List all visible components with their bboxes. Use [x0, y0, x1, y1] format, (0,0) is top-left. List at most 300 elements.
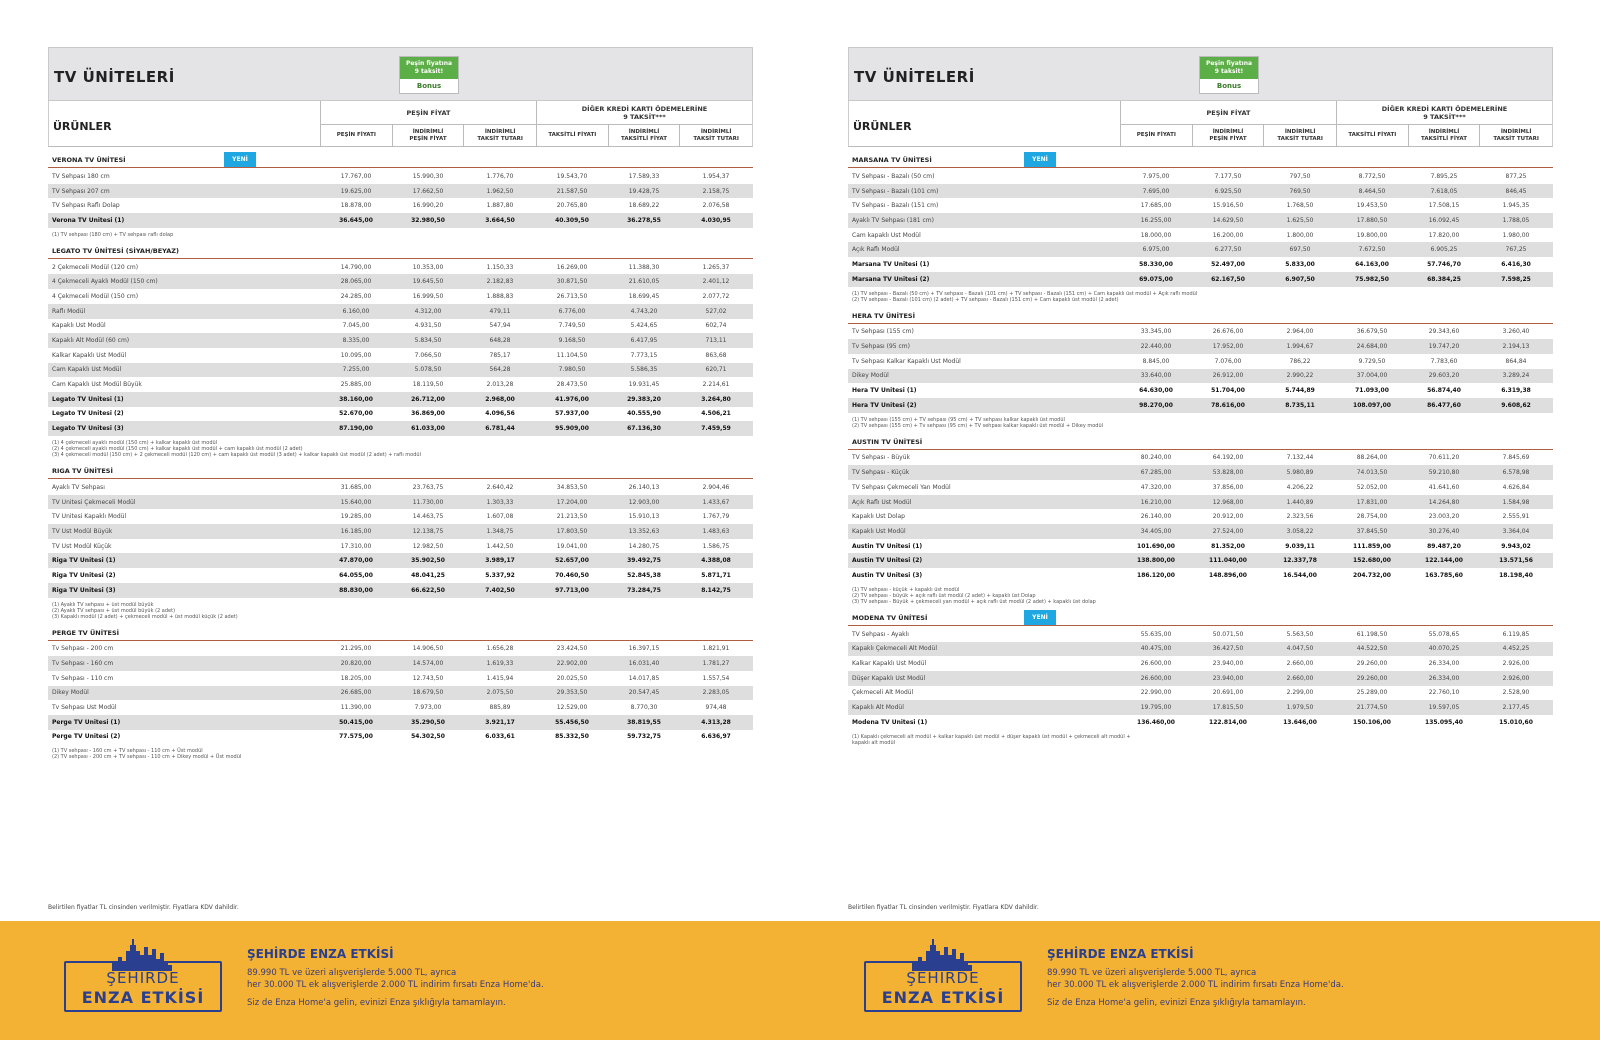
price-cell: 1.954,37 — [702, 172, 730, 180]
price-cell: 16.031,40 — [628, 660, 660, 668]
price-cell: 785,17 — [489, 351, 511, 359]
price-cell: 6.417,95 — [630, 337, 658, 345]
product-name: Austin TV Ünitesi (1) — [852, 542, 923, 550]
price-cell: 28.754,00 — [1356, 513, 1388, 521]
price-cell: 8.735,11 — [1285, 401, 1315, 409]
price-cell: 26.676,00 — [1212, 328, 1244, 336]
price-cell: 15.640,00 — [340, 498, 372, 506]
price-cell: 7.066,50 — [414, 351, 442, 359]
section-note: (1) TV sehpası - 160 cm + TV sehpası - 110 cm + Üst modül (2) TV sehpası - 200 cm + TV sehpası - 110 cm + Dikey modül + Üst modül — [52, 748, 242, 761]
city-skyline-icon — [112, 937, 172, 971]
section-title: HERA TV ÜNİTESİ — [852, 311, 916, 320]
price-cell: 7.975,00 — [1142, 172, 1170, 180]
price-cell: 7.076,00 — [1214, 357, 1242, 365]
section-note: (1) TV sehpası (180 cm) + TV sehpası raflı dolap — [52, 231, 174, 238]
price-cell: 16.200,00 — [1212, 231, 1244, 239]
price-cell: 26.912,00 — [1212, 372, 1244, 380]
price-cell: 14.906,50 — [412, 645, 444, 653]
price-cell: 64.163,00 — [1355, 260, 1389, 268]
price-cell: 29.260,00 — [1356, 674, 1388, 682]
table-row — [848, 480, 1553, 495]
credit-group-header — [1337, 101, 1552, 125]
table-row — [48, 304, 753, 319]
price-cell: 39.492,75 — [627, 557, 661, 565]
price-cell: 15.916,50 — [1212, 202, 1244, 210]
price-cell: 1.887,80 — [486, 202, 514, 210]
price-cell: 64.192,00 — [1212, 454, 1244, 462]
price-cell: 2.964,00 — [1286, 328, 1314, 336]
price-cell: 122.814,00 — [1209, 718, 1247, 726]
price-cell: 1.980,00 — [1502, 231, 1530, 239]
table-row — [848, 272, 1553, 287]
price-cell: 69.075,00 — [1139, 275, 1173, 283]
price-cell: 19.625,00 — [340, 187, 372, 195]
price-table — [48, 642, 753, 745]
price-cell: 18.689,22 — [628, 202, 660, 210]
product-name: TV Sehpası - Ayaklı — [852, 630, 909, 638]
table-row — [48, 568, 753, 583]
price-cell: 62.167,50 — [1211, 275, 1245, 283]
section-note: (1) TV sehpası - Bazalı (50 cm) + TV sehpası - Bazalı (101 cm) + TV sehpası - Bazalı (151 cm) + Cam kapaklı üst modül + Açık raflı modül (2) TV sehpası - Bazalı (101 cm) (2 adet) + TV sehpası - Bazalı (151 cm) + Cam kapaklı üst modül (2 adet) — [852, 290, 1198, 303]
right-page — [800, 0, 1600, 1040]
price-cell: 1.800,00 — [1286, 231, 1314, 239]
footnote: Belirtilen fiyatlar TL cinsinden verilmiştir. Fiyatlara KDV dahildir. — [848, 904, 1039, 911]
price-cell: 1.586,75 — [702, 542, 730, 550]
price-cell: 5.586,35 — [630, 366, 658, 374]
table-row — [48, 421, 753, 436]
bonus-brand: Bonus — [416, 82, 442, 90]
table-row — [848, 642, 1553, 657]
product-name: Tv Sehpası (95 cm) — [852, 343, 910, 351]
table-row — [48, 213, 753, 228]
table-row — [48, 730, 753, 745]
price-cell: 16.397,15 — [628, 645, 660, 653]
product-name: Marsana TV Ünitesi (1) — [852, 260, 930, 268]
price-cell: 150.106,00 — [1353, 718, 1391, 726]
banner-line1: 89.990 TL ve üzeri alışverişlerde 5.000 TL, ayrıca — [247, 968, 457, 978]
price-cell: 81.352,00 — [1211, 542, 1245, 550]
price-cell: 1.557,54 — [702, 674, 730, 682]
section-header — [848, 308, 1553, 324]
price-cell: 17.685,00 — [1140, 202, 1172, 210]
price-cell: 4.931,50 — [414, 322, 442, 330]
banner-line1: 89.990 TL ve üzeri alışverişlerde 5.000 TL, ayrıca — [1047, 968, 1257, 978]
price-cell: 55.456,50 — [555, 718, 589, 726]
section-note: (1) Kapaklı çekmeceli alt modül + kalkar kapaklı üst modül + düşer kapaklı üst modül + çekmeceli alt modül + kapaklı alt modül — [852, 733, 1131, 746]
product-name: Legato TV Ünitesi (2) — [52, 410, 124, 418]
price-cell: 3.289,24 — [1502, 372, 1530, 380]
product-name: Kapaklı Alt Modül (60 cm) — [52, 337, 130, 345]
price-cell: 12.903,00 — [628, 498, 660, 506]
table-row — [48, 260, 753, 275]
price-cell: 15.910,13 — [628, 513, 660, 521]
price-cell: 2.077,72 — [702, 292, 730, 300]
product-name: Çekmeceli Alt Modül — [852, 689, 914, 697]
price-cell: 1.767,79 — [702, 513, 730, 521]
price-cell: 3.664,50 — [485, 216, 515, 224]
table-row — [848, 169, 1553, 184]
product-name: Raflı Modül — [52, 307, 86, 315]
price-cell: 1.584,98 — [1502, 498, 1530, 506]
table-row — [48, 333, 753, 348]
price-cell: 863,68 — [705, 351, 727, 359]
price-cell: 7.895,25 — [1430, 172, 1458, 180]
table-row — [848, 451, 1553, 466]
price-cell: 111.859,00 — [1353, 542, 1391, 550]
product-name: Kapaklı Üst Dolap — [852, 513, 905, 521]
enza-logo — [64, 961, 222, 1012]
price-cell: 33.640,00 — [1140, 372, 1172, 380]
price-cell: 6.781,44 — [485, 425, 515, 433]
price-cell: 620,71 — [705, 366, 727, 374]
table-row — [848, 369, 1553, 384]
col-disc-cash-1: İNDİRİMLİ — [1212, 129, 1244, 135]
price-cell: 22.440,00 — [1140, 343, 1172, 351]
table-row — [848, 465, 1553, 480]
price-cell: 14.264,80 — [1428, 498, 1460, 506]
price-cell: 602,74 — [705, 322, 727, 330]
price-cell: 41.976,00 — [555, 395, 589, 403]
price-cell: 8.464,50 — [1358, 187, 1386, 195]
price-cell: 4.743,20 — [630, 307, 658, 315]
product-name: Legato TV Ünitesi (1) — [52, 395, 124, 403]
price-cell: 19.645,50 — [412, 278, 444, 286]
product-name: 4 Çekmeceli Modül (150 cm) — [52, 292, 139, 300]
price-cell: 18.119,50 — [412, 381, 444, 389]
price-cell: 18.878,00 — [340, 202, 372, 210]
product-name: TV Sehpası 180 cm — [52, 172, 110, 180]
price-cell: 17.815,50 — [1212, 704, 1244, 712]
product-name: Açık Raflı Üst Modül — [852, 498, 912, 506]
price-cell: 4.047,50 — [1286, 645, 1314, 653]
price-table — [848, 451, 1553, 583]
table-row — [848, 539, 1553, 554]
product-name: TV Sehpası Çekmeceli Yan Modül — [852, 483, 951, 491]
price-cell: 80.240,00 — [1140, 454, 1172, 462]
price-cell: 61.198,50 — [1356, 630, 1388, 638]
price-cell: 5.744,89 — [1285, 387, 1315, 395]
product-name: Ayaklı TV Sehpası (181 cm) — [852, 216, 934, 224]
price-cell: 1.607,08 — [486, 513, 514, 521]
price-cell: 54.302,50 — [411, 733, 445, 741]
logo-line2: ENZA ETKİSİ — [81, 988, 205, 1007]
table-row — [48, 671, 753, 686]
price-cell: 767,25 — [1505, 246, 1527, 254]
price-cell: 8.845,00 — [1142, 357, 1170, 365]
price-cell: 73.284,75 — [627, 586, 661, 594]
price-cell: 6.905,25 — [1430, 246, 1458, 254]
price-cell: 15.990,30 — [412, 172, 444, 180]
product-name: Kapaklı Üst Modül — [852, 527, 906, 535]
price-cell: 28.473,50 — [556, 381, 588, 389]
col-disc-inst-2: TAKSİT TUTARI — [1277, 136, 1323, 142]
table-row — [848, 495, 1553, 510]
price-cell: 24.285,00 — [340, 292, 372, 300]
price-cell: 18.679,50 — [412, 689, 444, 697]
product-name: TV Sehpası 207 cm — [52, 187, 110, 195]
price-cell: 58.330,00 — [1139, 260, 1173, 268]
price-cell: 2.182,83 — [486, 278, 514, 286]
price-cell: 17.508,15 — [1428, 202, 1460, 210]
price-cell: 67.285,00 — [1140, 469, 1172, 477]
price-cell: 36.427,50 — [1212, 645, 1244, 653]
product-name: Austin TV Ünitesi (2) — [852, 557, 923, 565]
product-name: Riga TV Ünitesi (1) — [52, 557, 116, 565]
product-name: Düşer Kapaklı Üst Modül — [852, 674, 926, 682]
price-cell: 2.194,13 — [1502, 343, 1530, 351]
section-title: PERGE TV ÜNİTESİ — [52, 628, 120, 637]
product-name: Açık Raflı Modül — [852, 246, 900, 254]
product-section — [48, 625, 753, 761]
price-table — [848, 169, 1553, 287]
table-row — [48, 509, 753, 524]
product-name: TV Üst Modül Küçük — [52, 542, 112, 550]
col-cash-price: PEŞİN FİYATI — [1121, 125, 1193, 146]
section-title: VERONA TV ÜNİTESİ — [52, 156, 126, 164]
col-cash-price: PEŞİN FİYATI — [321, 125, 393, 146]
price-cell: 5.871,71 — [701, 571, 731, 579]
product-name: Kalkar Kapaklı Üst Modül — [52, 351, 127, 359]
price-cell: 2.660,00 — [1286, 674, 1314, 682]
price-cell: 78.616,00 — [1211, 401, 1245, 409]
price-cell: 4.506,21 — [701, 410, 731, 418]
price-cell: 4.313,28 — [701, 718, 731, 726]
price-cell: 26.140,13 — [628, 483, 660, 491]
price-cell: 1.265,37 — [702, 263, 730, 271]
price-cell: 18.000,00 — [1140, 231, 1172, 239]
price-cell: 13.352,63 — [628, 527, 660, 535]
price-cell: 2.323,56 — [1286, 513, 1314, 521]
col-disc-inst-2: TAKSİT TUTARI — [477, 136, 523, 142]
price-cell: 769,50 — [1289, 187, 1311, 195]
price-cell: 35.290,50 — [411, 718, 445, 726]
price-cell: 26.334,00 — [1428, 674, 1460, 682]
price-cell: 2.926,00 — [1502, 674, 1530, 682]
price-cell: 4.030,95 — [701, 216, 731, 224]
price-cell: 22.760,10 — [1428, 689, 1460, 697]
table-row — [48, 553, 753, 568]
table-row — [48, 480, 753, 495]
price-cell: 21.295,00 — [340, 645, 372, 653]
price-cell: 4.452,25 — [1502, 645, 1530, 653]
product-name: Riga TV Ünitesi (3) — [52, 586, 116, 594]
price-cell: 2.299,00 — [1286, 689, 1314, 697]
table-row — [48, 700, 753, 715]
price-cell: 5.078,50 — [414, 366, 442, 374]
price-cell: 3.364,04 — [1502, 527, 1530, 535]
table-row — [48, 686, 753, 701]
banner-line3: Siz de Enza Home'a gelin, evinizi Enza şıklığıyla tamamlayın. — [247, 998, 506, 1008]
price-cell: 2.158,75 — [702, 187, 730, 195]
table-row — [48, 407, 753, 422]
price-cell: 19.543,70 — [556, 172, 588, 180]
price-cell: 7.459,59 — [701, 425, 731, 433]
table-row — [48, 198, 753, 213]
price-cell: 479,11 — [489, 307, 511, 315]
price-cell: 7.845,69 — [1502, 454, 1530, 462]
section-note: (1) Ayaklı TV sehpası + üst modül büyük (2) Ayaklı TV sehpası + üst modül büyük (2 adet) (3) Kapaklı modül (2 adet) + çekmeceli modül + üst modül küçük (2 adet) — [52, 601, 238, 620]
price-cell: 29.353,50 — [556, 689, 588, 697]
price-cell: 3.058,22 — [1286, 527, 1314, 535]
products-header: ÜRÜNLER — [849, 101, 1121, 146]
price-cell: 20.820,00 — [340, 660, 372, 668]
price-cell: 846,45 — [1505, 187, 1527, 195]
price-cell: 86.477,60 — [1427, 401, 1461, 409]
price-cell: 19.041,00 — [556, 542, 588, 550]
price-cell: 1.483,63 — [702, 527, 730, 535]
price-cell: 19.747,20 — [1428, 343, 1460, 351]
product-section — [48, 463, 753, 620]
price-cell: 3.260,40 — [1502, 328, 1530, 336]
price-cell: 70.460,50 — [555, 571, 589, 579]
table-header — [848, 101, 1553, 147]
price-cell: 20.025,50 — [556, 674, 588, 682]
price-cell: 12.743,50 — [412, 674, 444, 682]
price-cell: 6.975,00 — [1142, 246, 1170, 254]
banner-line2: her 30.000 TL ek alışverişlerde 2.000 TL indirim fırsatı Enza Home'da. — [1047, 980, 1344, 990]
price-cell: 9.943,02 — [1501, 542, 1531, 550]
price-cell: 38.160,00 — [339, 395, 373, 403]
price-cell: 135.095,40 — [1425, 718, 1463, 726]
price-cell: 41.641,60 — [1428, 483, 1460, 491]
bonus-line1: Peşin fiyatına — [405, 60, 453, 67]
price-cell: 2.401,12 — [702, 278, 730, 286]
price-cell: 7.980,50 — [558, 366, 586, 374]
price-cell: 3.989,17 — [485, 557, 515, 565]
col-inst-price: TAKSİTLİ FİYATI — [537, 125, 609, 146]
price-table — [48, 169, 753, 228]
price-cell: 21.774,50 — [1356, 704, 1388, 712]
price-cell: 51.704,00 — [1211, 387, 1245, 395]
price-cell: 2.640,42 — [486, 483, 514, 491]
price-cell: 5.833,00 — [1285, 260, 1315, 268]
price-cell: 7.402,50 — [485, 586, 515, 594]
price-cell: 17.767,00 — [340, 172, 372, 180]
promo-banner — [800, 921, 1600, 1040]
price-cell: 20.912,00 — [1212, 513, 1244, 521]
price-cell: 6.160,00 — [342, 307, 370, 315]
price-cell: 2.555,91 — [1502, 513, 1530, 521]
section-header — [48, 463, 753, 479]
col-disc-inst2-2: TAKSİT TUTARI — [693, 136, 739, 142]
price-cell: 64.630,00 — [1139, 387, 1173, 395]
price-cell: 1.656,28 — [486, 645, 514, 653]
price-cell: 1.619,33 — [486, 660, 514, 668]
price-cell: 16.269,00 — [556, 263, 588, 271]
table-row — [48, 319, 753, 334]
price-cell: 26.334,00 — [1428, 660, 1460, 668]
price-cell: 16.185,00 — [340, 527, 372, 535]
table-row — [848, 398, 1553, 413]
price-cell: 6.907,50 — [1285, 275, 1315, 283]
price-cell: 61.033,00 — [411, 425, 445, 433]
price-cell: 1.440,89 — [1286, 498, 1314, 506]
price-cell: 713,11 — [705, 337, 727, 345]
price-cell: 2.075,50 — [486, 689, 514, 697]
price-cell: 16.999,50 — [412, 292, 444, 300]
table-row — [848, 568, 1553, 583]
bonus-line2: 9 taksit! — [1214, 68, 1244, 75]
price-cell: 8.335,00 — [342, 337, 370, 345]
price-cell: 34.405,00 — [1140, 527, 1172, 535]
table-row — [848, 686, 1553, 701]
price-cell: 30.871,50 — [556, 278, 588, 286]
col-disc-cash-2: PEŞİN FİYAT — [1209, 136, 1247, 142]
price-cell: 55.078,65 — [1428, 630, 1460, 638]
table-row — [48, 289, 753, 304]
table-row — [848, 213, 1553, 228]
price-cell: 14.574,00 — [412, 660, 444, 668]
price-cell: 19.597,05 — [1428, 704, 1460, 712]
product-name: Riga TV Ünitesi (2) — [52, 571, 116, 579]
product-name: Kapaklı Alt Modül — [852, 704, 904, 712]
price-table — [848, 325, 1553, 413]
promo-banner — [0, 921, 800, 1040]
price-cell: 12.968,00 — [1212, 498, 1244, 506]
product-section — [48, 243, 753, 458]
price-cell: 52.670,00 — [339, 410, 373, 418]
price-cell: 7.672,50 — [1358, 246, 1386, 254]
price-cell: 7.255,00 — [342, 366, 370, 374]
price-cell: 697,50 — [1289, 246, 1311, 254]
price-cell: 6.319,38 — [1501, 387, 1531, 395]
price-cell: 101.690,00 — [1137, 542, 1175, 550]
credit-group-line2: 9 TAKSİT*** — [623, 113, 666, 121]
price-cell: 974,48 — [705, 704, 727, 712]
price-cell: 19.931,45 — [628, 381, 660, 389]
price-cell: 6.925,50 — [1214, 187, 1242, 195]
table-row — [848, 198, 1553, 213]
price-cell: 136.460,00 — [1137, 718, 1175, 726]
price-cell: 14.280,75 — [628, 542, 660, 550]
section-title: RIGA TV ÜNİTESİ — [52, 467, 113, 475]
price-cell: 33.345,00 — [1140, 328, 1172, 336]
price-cell: 14.463,75 — [412, 513, 444, 521]
product-name: TV Sehpası - Büyük — [852, 454, 910, 462]
price-cell: 68.384,25 — [1427, 275, 1461, 283]
price-cell: 5.563,50 — [1286, 630, 1314, 638]
col-disc-inst2-2: TAKSİT TUTARI — [1493, 136, 1539, 142]
product-name: Kalkar Kapaklı Üst Modül — [852, 660, 927, 668]
price-cell: 77.575,00 — [339, 733, 373, 741]
price-cell: 67.136,30 — [627, 425, 661, 433]
price-cell: 19.795,00 — [1140, 704, 1172, 712]
price-cell: 1.821,91 — [702, 645, 730, 653]
price-cell: 1.433,67 — [702, 498, 730, 506]
price-cell: 17.204,00 — [556, 498, 588, 506]
price-cell: 6.578,98 — [1502, 469, 1530, 477]
price-cell: 14.017,85 — [628, 674, 660, 682]
page-title: TV ÜNİTELERİ — [854, 68, 975, 86]
price-cell: 28.065,00 — [340, 278, 372, 286]
col-disc-inst-1: İNDİRİMLİ — [1284, 129, 1316, 135]
price-cell: 5.834,50 — [414, 337, 442, 345]
price-cell: 3.264,80 — [701, 395, 731, 403]
product-name: TV Üst Modül Büyük — [52, 527, 113, 535]
price-cell: 527,02 — [705, 307, 727, 315]
table-row — [848, 524, 1553, 539]
product-name: Tv Sehpası - 200 cm — [52, 645, 114, 653]
bonus-badge — [399, 56, 459, 94]
col-disc-instp-2: TAKSİTLİ FİYAT — [1421, 136, 1467, 142]
price-cell: 55.635,00 — [1140, 630, 1172, 638]
product-section — [848, 152, 1553, 303]
price-cell: 138.800,00 — [1137, 557, 1175, 565]
price-cell: 97.713,00 — [555, 586, 589, 594]
table-row — [48, 642, 753, 657]
table-row — [848, 715, 1553, 730]
price-cell: 7.783,60 — [1430, 357, 1458, 365]
